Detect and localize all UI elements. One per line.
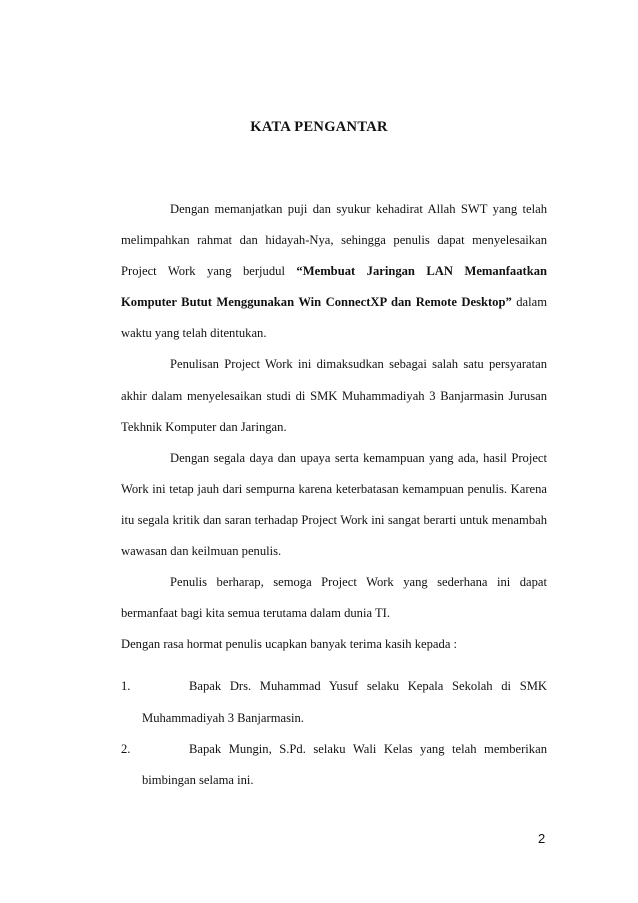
paragraph-4: Penulis berharap, semoga Project Work yang sederhana ini dapat bermanfaat bagi kita semua terutama dalam dunia TI. bbox=[121, 575, 547, 621]
list-item bbox=[121, 671, 547, 733]
paragraph-5: Dengan rasa hormat penulis ucapkan banyak terima kasih kepada : bbox=[121, 637, 458, 652]
list-item-text: Bapak Mungin, S.Pd. selaku Wali Kelas yang telah memberikan bimbingan selama ini. bbox=[142, 741, 547, 787]
page-title: KATA PENGANTAR bbox=[250, 119, 388, 135]
list-item-text: Bapak Drs. Muhammad Yusuf selaku Kepala Sekolah di SMK Muhammadiyah 3 Banjarmasin. bbox=[142, 679, 547, 725]
list-item-number: 2. bbox=[121, 741, 131, 756]
paragraph-1-text-b: dalam waktu yang telah ditentukan. bbox=[121, 295, 547, 341]
list-item bbox=[121, 734, 547, 796]
list-item-number: 1. bbox=[121, 679, 131, 694]
document-body bbox=[121, 194, 547, 796]
acknowledgement-list bbox=[121, 671, 547, 795]
paragraph-3: Dengan segala daya dan upaya serta kemampuan yang ada, hasil Project Work ini tetap jauh dari sempurna karena keterbatasan kemampuan penulis. Karena itu segala kritik dan saran terhadap Project Work ini sangat berarti untuk menambah wawasan dan keilmuan penulis. bbox=[121, 450, 547, 559]
page-number: 2 bbox=[538, 831, 546, 846]
paragraph-2: Penulisan Project Work ini dimaksudkan sebagai salah satu persyaratan akhir dalam menyelesaikan studi di SMK Muhammadiyah 3 Banjarmasin Jurusan Tekhnik Komputer dan Jaringan. bbox=[121, 357, 547, 434]
project-title-bold: “Membuat Jaringan LAN Memanfaatkan Komputer Butut Menggunakan Win ConnectXP dan Remote Desktop” bbox=[121, 264, 548, 310]
paragraph-1 bbox=[121, 194, 547, 349]
paragraph-1-text-a: Dengan memanjatkan puji dan syukur kehadirat Allah SWT yang telah melimpahkan rahmat dan hidayah-Nya, sehingga penulis dapat menyelesaikan Project Work yang berjudul bbox=[121, 202, 547, 279]
